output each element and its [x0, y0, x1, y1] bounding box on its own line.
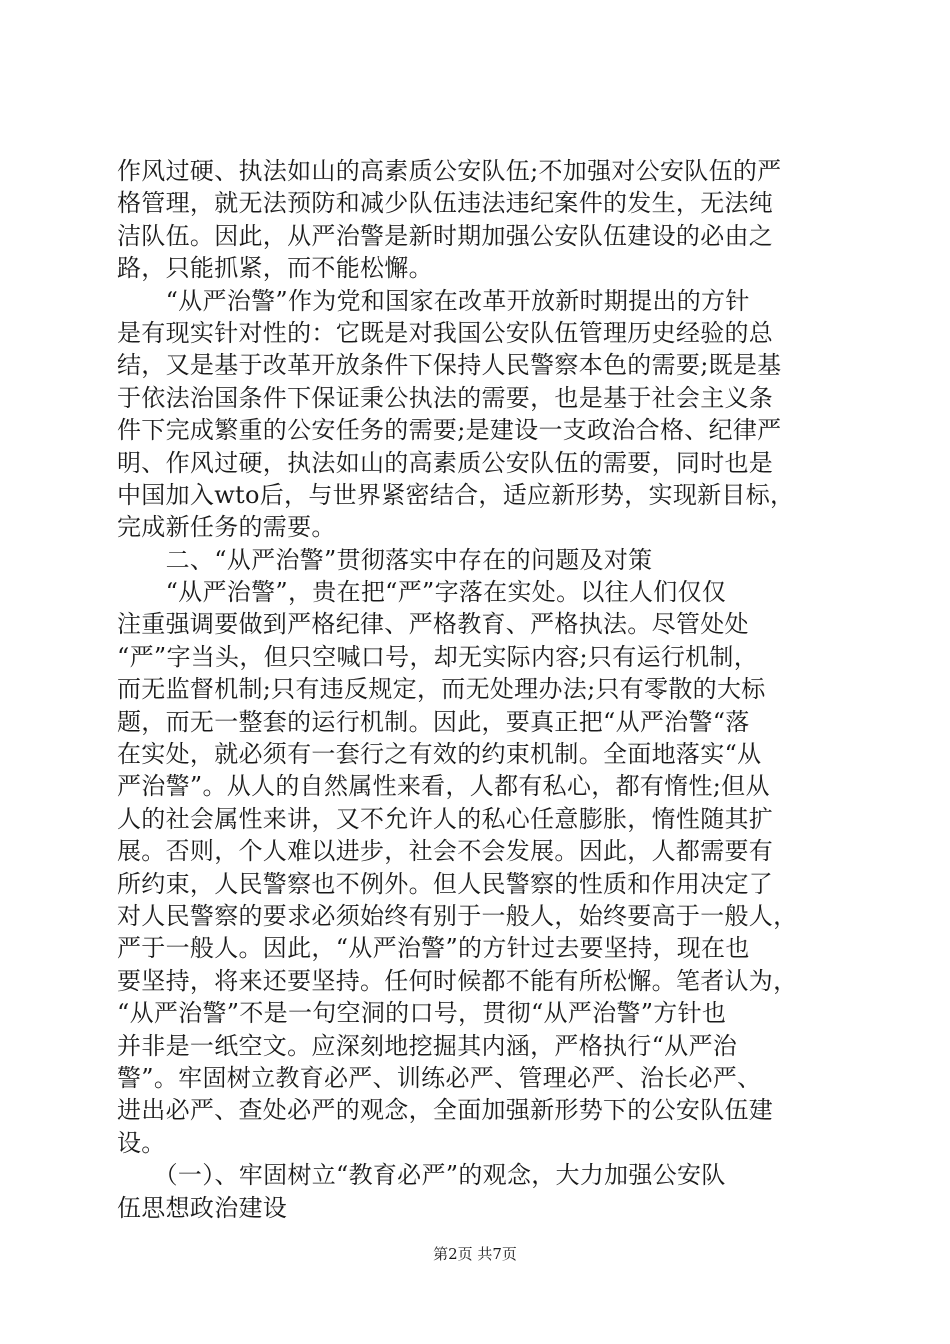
body-text — [117, 155, 837, 1224]
subsection-heading-cont: 伍思想政治建设 — [117, 1193, 288, 1222]
text-line: 于依法治国条件下保证秉公执法的需要，也是基于社会主义条 — [117, 383, 774, 412]
text-line: “从严治警”，贵在把“严”字落在实处。以往人们仅仅 — [117, 578, 727, 607]
text-line: 严治警”。从人的自然属性来看，人都有私心，都有惰性;但从 — [117, 772, 770, 801]
text-line: 人的社会属性来讲，又不允许人的私心任意膨胀，惰性随其扩 — [117, 804, 774, 833]
text-line: 格管理，就无法预防和减少队伍违法违纪案件的发生，无法纯 — [117, 189, 774, 218]
text-line: 而无监督机制;只有违反规定，而无处理办法;只有零散的大标 — [117, 675, 766, 704]
text-line: 严于一般人。因此，“从严治警”的方针过去要坚持，现在也 — [117, 934, 750, 963]
text-line: 洁队伍。因此，从严治警是新时期加强公安队伍建设的必由之 — [117, 221, 774, 250]
section-heading: 二、“从严治警”贯彻落实中存在的问题及对策 — [117, 545, 653, 574]
text-line: 中国加入wto后，与世界紧密结合，适应新形势，实现新目标， — [117, 480, 795, 509]
page-number-label: 第2页 共7页 — [433, 1245, 517, 1263]
text-line: 是有现实针对性的：它既是对我国公安队伍管理历史经验的总 — [117, 318, 774, 347]
text-line: 并非是一纸空文。应深刻地挖掘其内涵，严格执行“从严治 — [117, 1031, 738, 1060]
text-line: 完成新任务的需要。 — [117, 513, 336, 542]
text-line: 注重强调要做到严格纪律、严格教育、严格执法。尽管处处 — [117, 610, 749, 639]
text-line: 进出必严、查处必严的观念，全面加强新形势下的公安队伍建 — [117, 1096, 774, 1125]
text-line: 警”。牢固树立教育必严、训练必严、管理必严、治长必严、 — [117, 1063, 762, 1092]
text-line: 展。否则，个人难以进步，社会不会发展。因此，人都需要有 — [117, 837, 774, 866]
text-line: “从严治警”作为党和国家在改革开放新时期提出的方针 — [117, 286, 750, 315]
text-line: “从严治警”不是一句空洞的口号，贯彻“从严治警”方针也 — [117, 999, 727, 1028]
text-line: 路，只能抓紧，而不能松懈。 — [117, 254, 433, 283]
text-line: 所约束，人民警察也不例外。但人民警察的性质和作用决定了 — [117, 869, 774, 898]
page-footer — [0, 1244, 950, 1264]
text-line: 作风过硬、执法如山的高素质公安队伍;不加强对公安队伍的严 — [117, 157, 782, 185]
text-line: 对人民警察的要求必须始终有别于一般人，始终要高于一般人， — [117, 901, 798, 930]
text-line: 结，又是基于改革开放条件下保持人民警察本色的需要;既是基 — [117, 351, 782, 380]
text-line: 明、作风过硬，执法如山的高素质公安队伍的需要，同时也是 — [117, 448, 774, 477]
subsection-heading: （一）、牢固树立“教育必严”的观念，大力加强公安队 — [117, 1161, 726, 1190]
text-line: “严”字当头，但只空喊口号，却无实际内容;只有运行机制， — [117, 642, 759, 671]
text-line: 件下完成繁重的公安任务的需要;是建设一支政治合格、纪律严 — [117, 416, 782, 445]
text-line: 在实处，就必须有一套行之有效的约束机制。全面地落实“从 — [117, 740, 762, 769]
text-line: 题，而无一整套的运行机制。因此，要真正把“从严治警“落 — [117, 707, 750, 736]
text-line: 要坚持，将来还要坚持。任何时候都不能有所松懈。笔者认为， — [117, 966, 798, 995]
text-line: 设。 — [117, 1128, 166, 1157]
